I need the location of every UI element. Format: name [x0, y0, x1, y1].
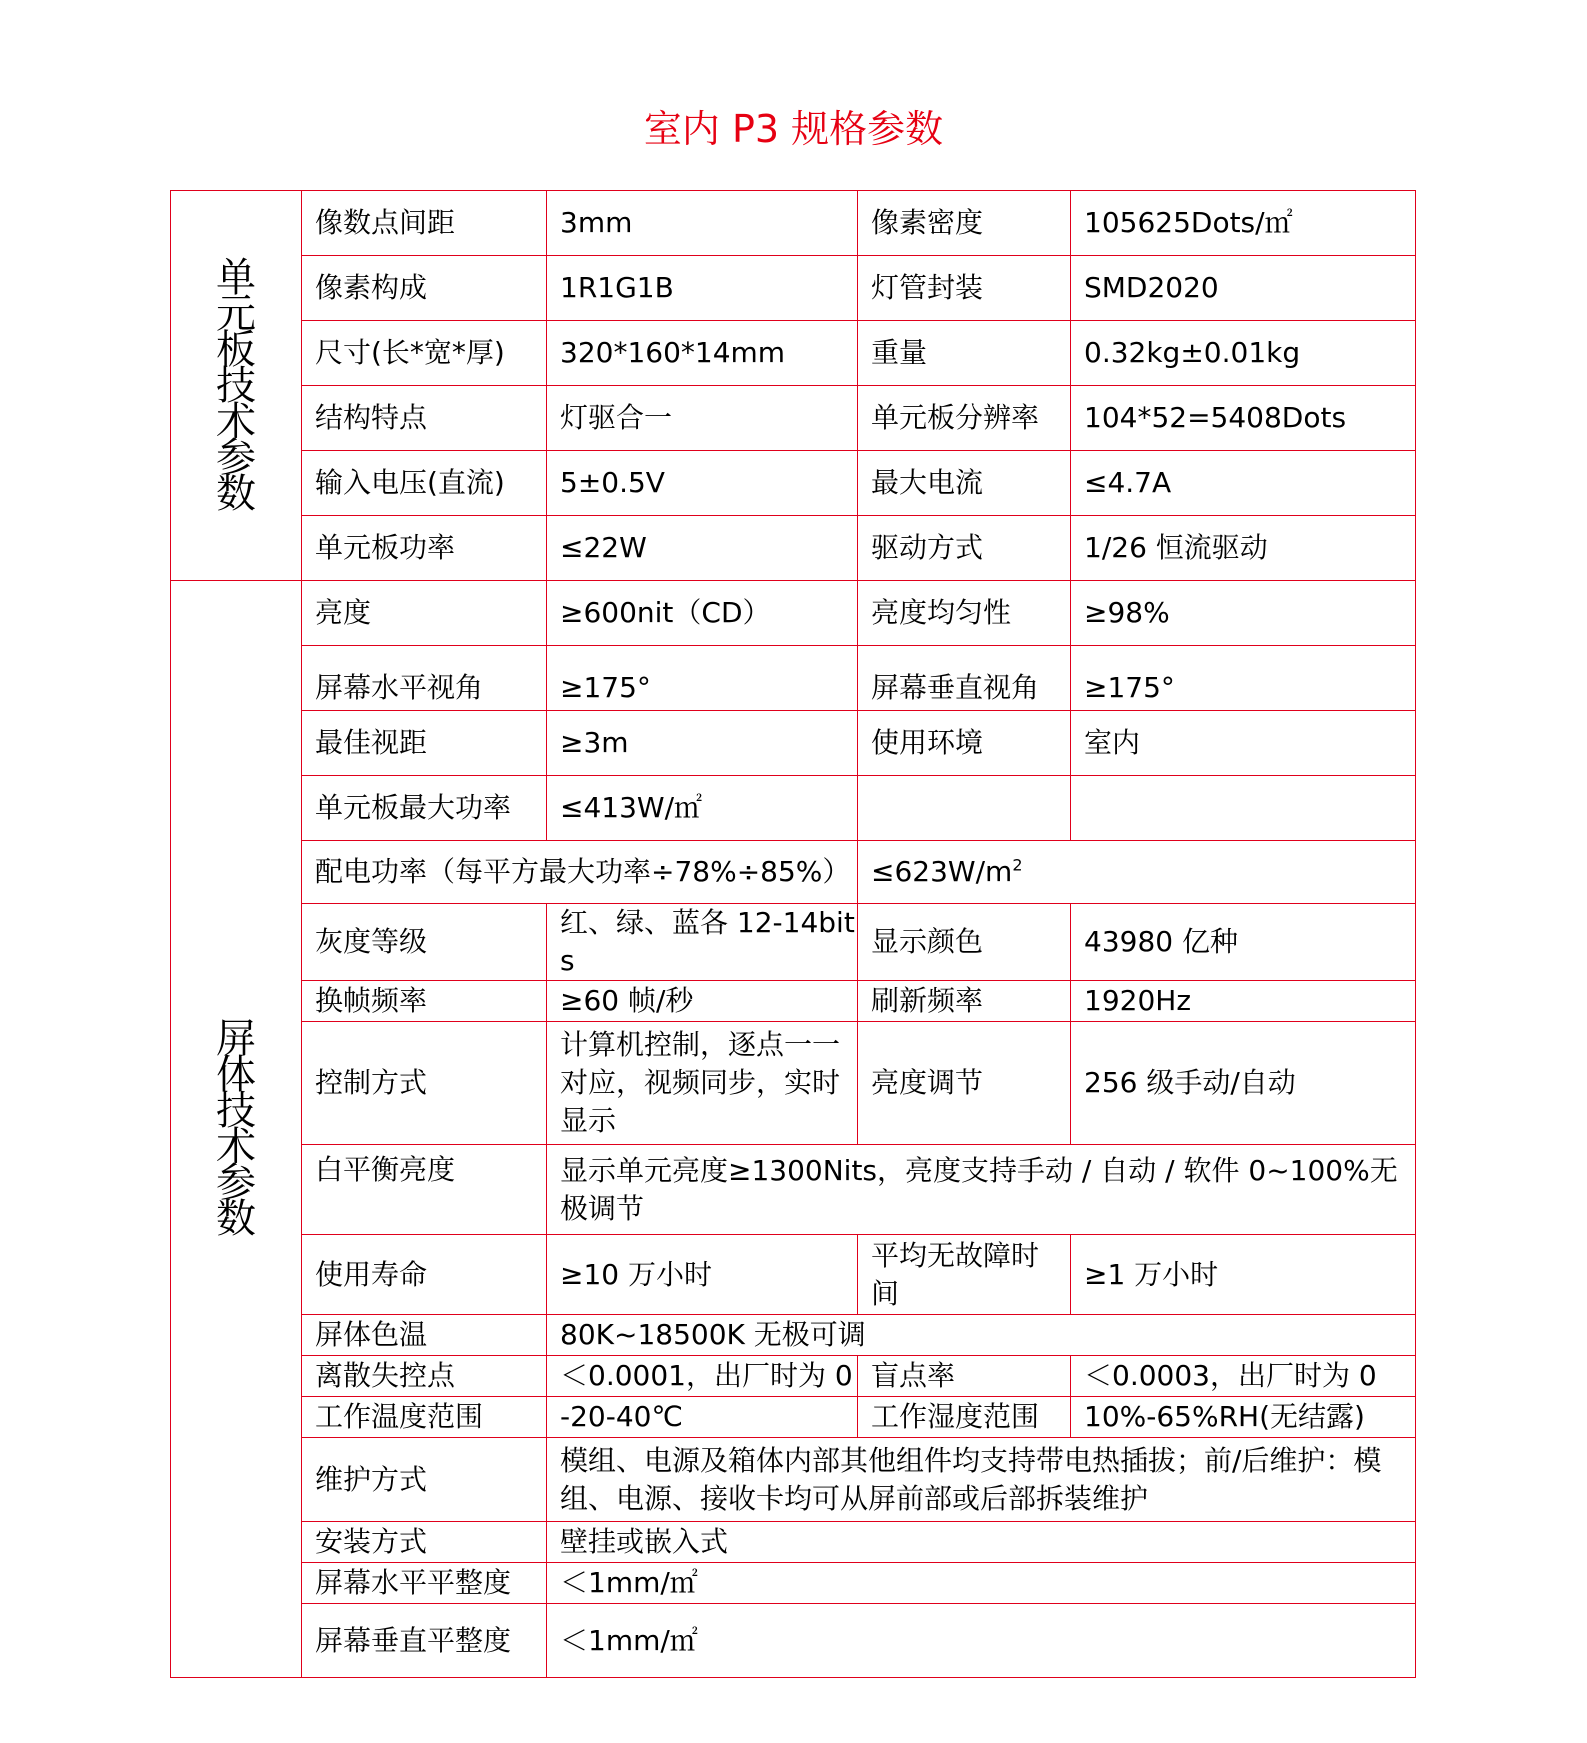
spec-label: 使用环境: [858, 711, 1071, 776]
spec-value: 计算机控制，逐点一一对应，视频同步，实时显示: [547, 1022, 858, 1145]
spec-value: 模组、电源及箱体内部其他组件均支持带电热插拔；前/后维护：模组、电源、接收卡均可从屏前部或后部拆装维护: [547, 1438, 1416, 1522]
spec-label: 离散失控点: [302, 1356, 547, 1397]
table-row: [171, 1563, 1416, 1604]
spec-label: 尺寸(长*宽*厚): [302, 321, 547, 386]
spec-value: ≤413W/㎡: [547, 776, 858, 841]
section-label: 屏体技术参数: [216, 1016, 256, 1242]
spec-value: ≥175°: [547, 646, 858, 711]
spec-label: 最大电流: [858, 451, 1071, 516]
section-unit-board: [171, 191, 302, 581]
spec-label: 单元板最大功率: [302, 776, 547, 841]
spec-value: SMD2020: [1071, 256, 1416, 321]
spec-label: 屏幕水平平整度: [302, 1563, 547, 1604]
table-row: [171, 1315, 1416, 1356]
spec-label: 屏体色温: [302, 1315, 547, 1356]
spec-label: 像素密度: [858, 191, 1071, 256]
table-row: [171, 516, 1416, 581]
spec-value: 105625Dots/㎡: [1071, 191, 1416, 256]
table-row: [171, 776, 1416, 841]
spec-label: 工作湿度范围: [858, 1397, 1071, 1438]
spec-label: 控制方式: [302, 1022, 547, 1145]
spec-label: 驱动方式: [858, 516, 1071, 581]
spec-value: 5±0.5V: [547, 451, 858, 516]
table-row: [171, 981, 1416, 1022]
spec-value: ≥60 帧/秒: [547, 981, 858, 1022]
spec-label: 换帧频率: [302, 981, 547, 1022]
spec-value: 1/26 恒流驱动: [1071, 516, 1416, 581]
spec-label-empty: [858, 776, 1071, 841]
spec-value: 1920Hz: [1071, 981, 1416, 1022]
table-row: [171, 1604, 1416, 1678]
table-row: [171, 841, 1416, 904]
spec-value: 43980 亿种: [1071, 904, 1416, 981]
table-row: [171, 1235, 1416, 1315]
spec-label: 工作温度范围: [302, 1397, 547, 1438]
spec-value: 320*160*14mm: [547, 321, 858, 386]
spec-value: ＜0.0001，出厂时为 0: [547, 1356, 858, 1397]
spec-label: 亮度均匀性: [858, 581, 1071, 646]
spec-value-text: ≤623W/m: [871, 855, 1013, 888]
spec-label: 配电功率（每平方最大功率÷78%÷85%）: [302, 841, 858, 904]
spec-value: 1R1G1B: [547, 256, 858, 321]
spec-value: ＜0.0003，出厂时为 0: [1071, 1356, 1416, 1397]
table-row: [171, 904, 1416, 981]
page-title: 室内 P3 规格参数: [643, 107, 944, 151]
spec-value: 0.32kg±0.01kg: [1071, 321, 1416, 386]
spec-label: 亮度: [302, 581, 547, 646]
spec-value: 3mm: [547, 191, 858, 256]
spec-label: 灰度等级: [302, 904, 547, 981]
spec-value-empty: [1071, 776, 1416, 841]
table-row: [171, 711, 1416, 776]
spec-label: 单元板分辨率: [858, 386, 1071, 451]
spec-label: 亮度调节: [858, 1022, 1071, 1145]
spec-value: 显示单元亮度≥1300Nits，亮度支持手动 / 自动 / 软件 0~100%无极调节: [547, 1145, 1416, 1235]
spec-value: [858, 841, 1416, 904]
spec-value: ＜1mm/㎡: [547, 1604, 1416, 1678]
spec-label: 盲点率: [858, 1356, 1071, 1397]
table-row: [171, 1022, 1416, 1145]
spec-label: 重量: [858, 321, 1071, 386]
spec-value: ≥1 万小时: [1071, 1235, 1416, 1315]
spec-value: ≥98%: [1071, 581, 1416, 646]
spec-value: 104*52=5408Dots: [1071, 386, 1416, 451]
spec-label: 最佳视距: [302, 711, 547, 776]
spec-value: ≤4.7A: [1071, 451, 1416, 516]
spec-label: 显示颜色: [858, 904, 1071, 981]
spec-value: 10%-65%RH(无结露): [1071, 1397, 1416, 1438]
section-screen-body: [171, 581, 302, 1678]
table-row: [171, 1145, 1416, 1235]
table-row: [171, 386, 1416, 451]
spec-value: 80K~18500K 无极可调: [547, 1315, 1416, 1356]
spec-label: 刷新频率: [858, 981, 1071, 1022]
table-row: [171, 646, 1416, 711]
table-row: [171, 581, 1416, 646]
spec-value: -20-40℃: [547, 1397, 858, 1438]
table-row: [171, 451, 1416, 516]
spec-value: ≥600nit（CD）: [547, 581, 858, 646]
spec-value: ≥175°: [1071, 646, 1416, 711]
spec-label: 输入电压(直流): [302, 451, 547, 516]
spec-value: 室内: [1071, 711, 1416, 776]
spec-label: 结构特点: [302, 386, 547, 451]
spec-value: 壁挂或嵌入式: [547, 1522, 1416, 1563]
spec-value: ≥10 万小时: [547, 1235, 858, 1315]
table-row: [171, 1397, 1416, 1438]
spec-label: 像素构成: [302, 256, 547, 321]
spec-label: 屏幕垂直视角: [858, 646, 1071, 711]
spec-label: 像数点间距: [302, 191, 547, 256]
spec-value-sup: 2: [1012, 855, 1023, 875]
table-row: [171, 1438, 1416, 1522]
spec-value: 红、绿、蓝各 12-14bits: [547, 904, 858, 981]
spec-label: 安装方式: [302, 1522, 547, 1563]
spec-label: 单元板功率: [302, 516, 547, 581]
table-row: [171, 256, 1416, 321]
spec-label: 屏幕水平视角: [302, 646, 547, 711]
table-row: [171, 321, 1416, 386]
table-row: [171, 191, 1416, 256]
table-row: [171, 1356, 1416, 1397]
spec-label: 灯管封装: [858, 256, 1071, 321]
spec-label: 维护方式: [302, 1438, 547, 1522]
spec-label: 平均无故障时间: [858, 1235, 1071, 1315]
spec-value: 256 级手动/自动: [1071, 1022, 1416, 1145]
spec-table: [170, 190, 1416, 1678]
spec-value: ＜1mm/㎡: [547, 1563, 1416, 1604]
section-label: 单元板技术参数: [216, 254, 256, 517]
spec-label: 屏幕垂直平整度: [302, 1604, 547, 1678]
spec-value: 灯驱合一: [547, 386, 858, 451]
spec-value: ≤22W: [547, 516, 858, 581]
spec-value: ≥3m: [547, 711, 858, 776]
spec-label: 使用寿命: [302, 1235, 547, 1315]
spec-label: 白平衡亮度: [302, 1145, 547, 1235]
table-row: [171, 1522, 1416, 1563]
